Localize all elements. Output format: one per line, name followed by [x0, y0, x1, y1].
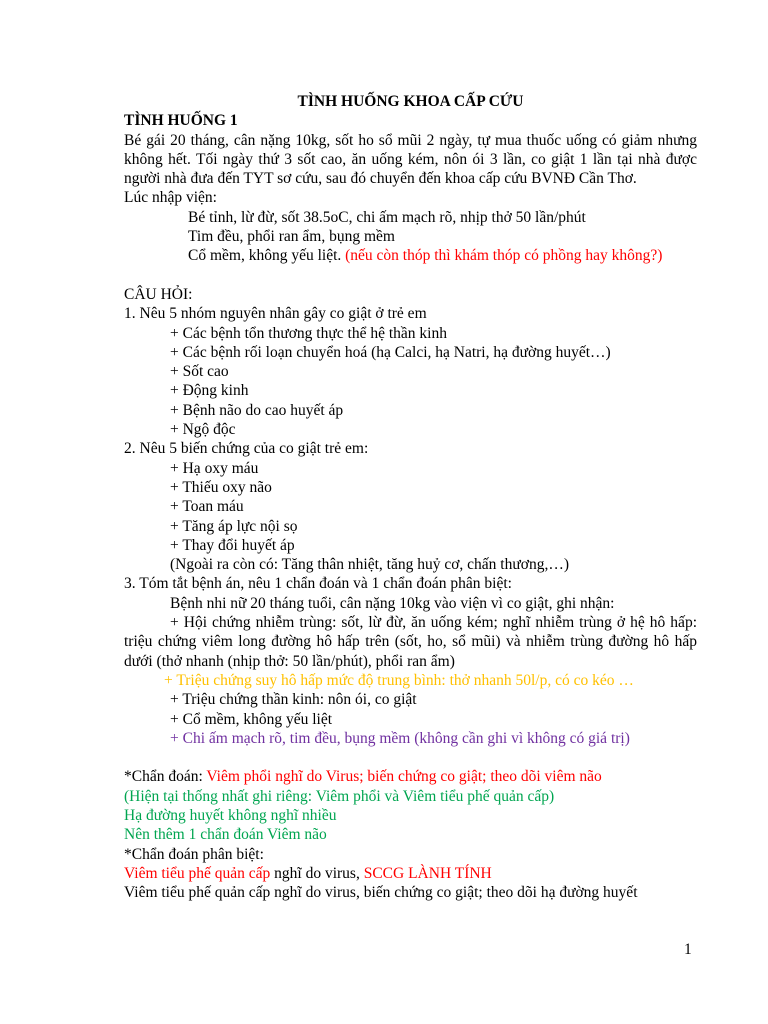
admission-note: (nếu còn thóp thì khám thóp có phồng hay không?): [345, 247, 663, 265]
document-body: [124, 92, 697, 902]
answer-item: + Ngộ độc: [170, 421, 236, 439]
answer-item: + Sốt cao: [170, 363, 229, 381]
blank-line: [124, 266, 697, 285]
admission-label: Lúc nhập viện:: [124, 189, 217, 207]
question-3: 3. Tóm tắt bệnh án, nêu 1 chẩn đoán và 1 chẩn đoán phân biệt:: [124, 575, 512, 593]
blank-line: [124, 748, 697, 767]
differential-1-cause: nghĩ do virus,: [270, 864, 364, 882]
admission-finding: [124, 246, 697, 265]
admission-finding: Bé tỉnh, lừ đừ, sốt 38.5oC, chi ấm mạch rõ, nhịp thở 50 lần/phút: [188, 208, 586, 226]
question-1: 1. Nêu 5 nhóm nguyên nhân gây co giật ở trẻ em: [124, 305, 427, 323]
differential-1-note: SCCG LÀNH TÍNH: [363, 864, 492, 882]
answer-item: + Tăng áp lực nội sọ: [170, 517, 298, 535]
summary-circulation: + Chi ấm mạch rõ, tim đều, bụng mềm (không cần ghi vì không có giá trị): [170, 729, 630, 747]
answer-item: + Các bệnh tổn thương thực thể hệ thần kinh: [170, 324, 447, 342]
admission-neuro: Cổ mềm, không yếu liệt.: [188, 247, 342, 265]
summary-neck: + Cổ mềm, không yếu liệt: [170, 710, 333, 728]
diagnosis-note: (Hiện tại thống nhất ghi riêng: Viêm phổi và Viêm tiểu phế quản cấp): [124, 787, 555, 805]
differential-1-name: Viêm tiểu phế quản cấp: [124, 864, 271, 882]
diagnosis-note: Nên thêm 1 chẩn đoán Viêm não: [124, 826, 327, 844]
answer-item: + Thiếu oxy não: [170, 478, 272, 496]
diagnosis-note: Hạ đường huyết không nghĩ nhiều: [124, 806, 337, 824]
differential-label: *Chẩn đoán phân biệt:: [124, 845, 264, 863]
summary-infection: + Hội chứng nhiễm trùng: sốt, lừ đừ, ăn uống kém; nghĩ nhiễm trùng ở hệ hô hấp: triệu chứng viêm long đường hô hấp trên (sốt, ho, sổ mũi) và nhiễm trùng đường hô hấp dưới (thở nhanh (nhịp thở: 50 lần/phút), phổi ran ẩm): [124, 614, 697, 670]
questions-label: CÂU HỎI:: [124, 285, 193, 303]
summary-neuro: + Triệu chứng thần kinh: nôn ói, co giật: [170, 691, 417, 709]
answer-item: (Ngoài ra còn có: Tăng thân nhiệt, tăng huỷ cơ, chấn thương,…): [170, 556, 569, 574]
differential-1: [124, 864, 697, 883]
answer-item: + Các bệnh rối loạn chuyển hoá (hạ Calci, hạ Natri, hạ đường huyết…): [170, 343, 611, 361]
question-2: 2. Nêu 5 biến chứng của co giật trẻ em:: [124, 440, 369, 458]
answer-item: + Thay đổi huyết áp: [170, 536, 295, 554]
diagnosis: [124, 767, 697, 786]
diagnosis-label: *Chẩn đoán:: [124, 768, 203, 786]
page-number: 1: [684, 941, 692, 958]
answer-item: + Toan máu: [170, 498, 244, 516]
document-title: TÌNH HUỐNG KHOA CẤP CỨU: [297, 93, 524, 110]
answer-item: + Hạ oxy máu: [170, 459, 259, 477]
case-heading: TÌNH HUỐNG 1: [124, 112, 238, 130]
differential-2: Viêm tiểu phế quản cấp nghĩ do virus, biến chứng co giật; theo dõi hạ đường huyết: [124, 884, 638, 902]
case-description: Bé gái 20 tháng, cân nặng 10kg, sốt ho sổ mũi 2 ngày, tự mua thuốc uống có giảm nhưng không hết. Tối ngày thứ 3 sốt cao, ăn uống kém, nôn ói 3 lần, co giật 1 lần tại nhà được người nhà đưa đến TYT sơ cứu, sau đó chuyển đến khoa cấp cứu BVNĐ Cần Thơ.: [124, 131, 697, 188]
answer-item: + Bệnh não do cao huyết áp: [170, 401, 344, 419]
diagnosis-value: Viêm phổi nghĩ do Virus; biến chứng co giật; theo dõi viêm não: [206, 768, 602, 786]
summary-respiratory: + Triệu chứng suy hô hấp mức độ trung bình: thở nhanh 50l/p, có co kéo …: [164, 671, 634, 689]
admission-finding: Tim đều, phổi ran ẩm, bụng mềm: [188, 228, 395, 246]
answer-item: + Động kinh: [170, 382, 249, 400]
summary-intro: Bệnh nhi nữ 20 tháng tuổi, cân nặng 10kg vào viện vì co giật, ghi nhận:: [170, 594, 615, 612]
